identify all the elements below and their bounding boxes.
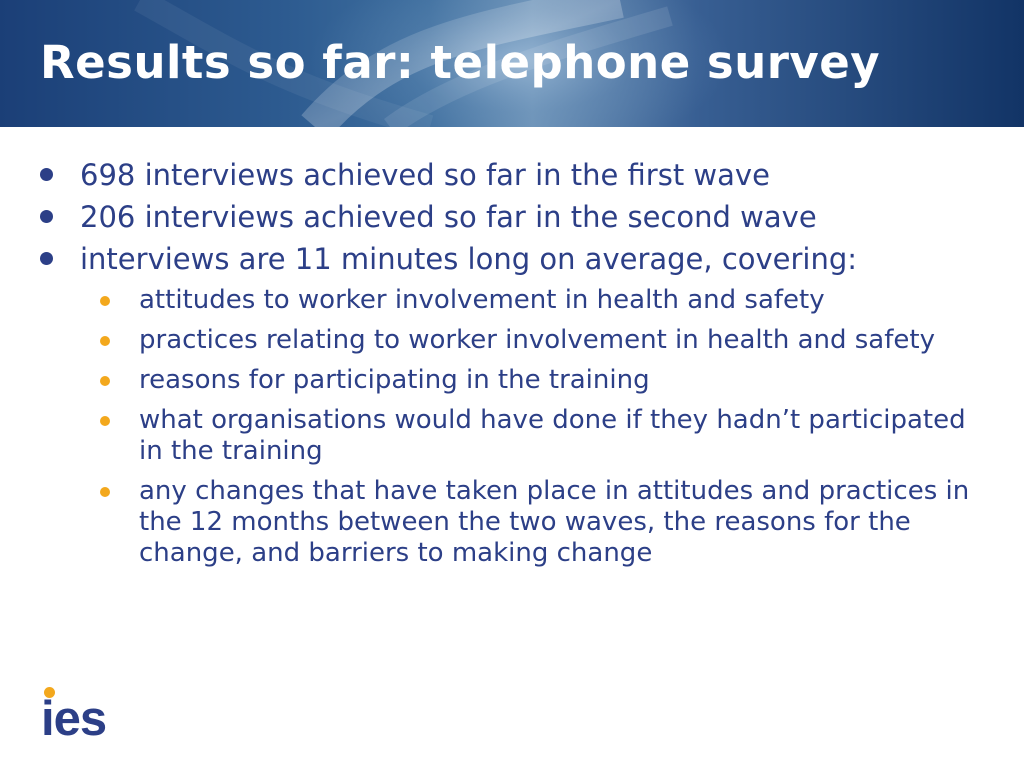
orange-bullet-dot-icon bbox=[100, 416, 110, 426]
sub-bullet-list bbox=[98, 285, 978, 569]
bullet-dot-icon bbox=[40, 252, 53, 265]
bullet-item bbox=[39, 201, 989, 234]
orange-bullet-dot-icon bbox=[100, 296, 110, 306]
sub-bullet-item bbox=[98, 325, 978, 356]
bullet-item bbox=[39, 243, 989, 276]
bullet-dot-icon bbox=[40, 210, 53, 223]
main-bullet-list bbox=[39, 159, 989, 276]
logo-text: ies bbox=[41, 692, 107, 746]
orange-bullet-dot-icon bbox=[100, 336, 110, 346]
bullet-item bbox=[39, 159, 989, 192]
bullet-text: 206 interviews achieved so far in the second wave bbox=[80, 200, 817, 234]
ies-logo bbox=[41, 686, 127, 746]
orange-bullet-dot-icon bbox=[100, 487, 110, 497]
bullet-text: interviews are 11 minutes long on average, covering: bbox=[80, 242, 858, 276]
sub-bullet-text: attitudes to worker involvement in health and safety bbox=[139, 285, 825, 315]
sub-bullet-text: practices relating to worker involvement in health and safety bbox=[139, 325, 935, 355]
sub-bullet-item bbox=[98, 476, 978, 569]
sub-bullet-text: what organisations would have done if they hadn’t participated in the training bbox=[139, 405, 966, 466]
sub-bullet-item bbox=[98, 405, 978, 467]
bullet-dot-icon bbox=[40, 168, 53, 181]
orange-bullet-dot-icon bbox=[100, 376, 110, 386]
sub-bullet-item bbox=[98, 365, 978, 396]
bullet-text: 698 interviews achieved so far in the first wave bbox=[80, 158, 770, 192]
sub-bullet-text: reasons for participating in the training bbox=[139, 365, 650, 395]
slide-header-banner bbox=[0, 0, 1024, 127]
slide-title: Results so far: telephone survey bbox=[40, 36, 881, 89]
slide-content bbox=[39, 159, 989, 578]
sub-bullet-item bbox=[98, 285, 978, 316]
sub-bullet-text: any changes that have taken place in attitudes and practices in the 12 months between the two waves, the reasons for the change, and barriers to making change bbox=[139, 476, 970, 568]
